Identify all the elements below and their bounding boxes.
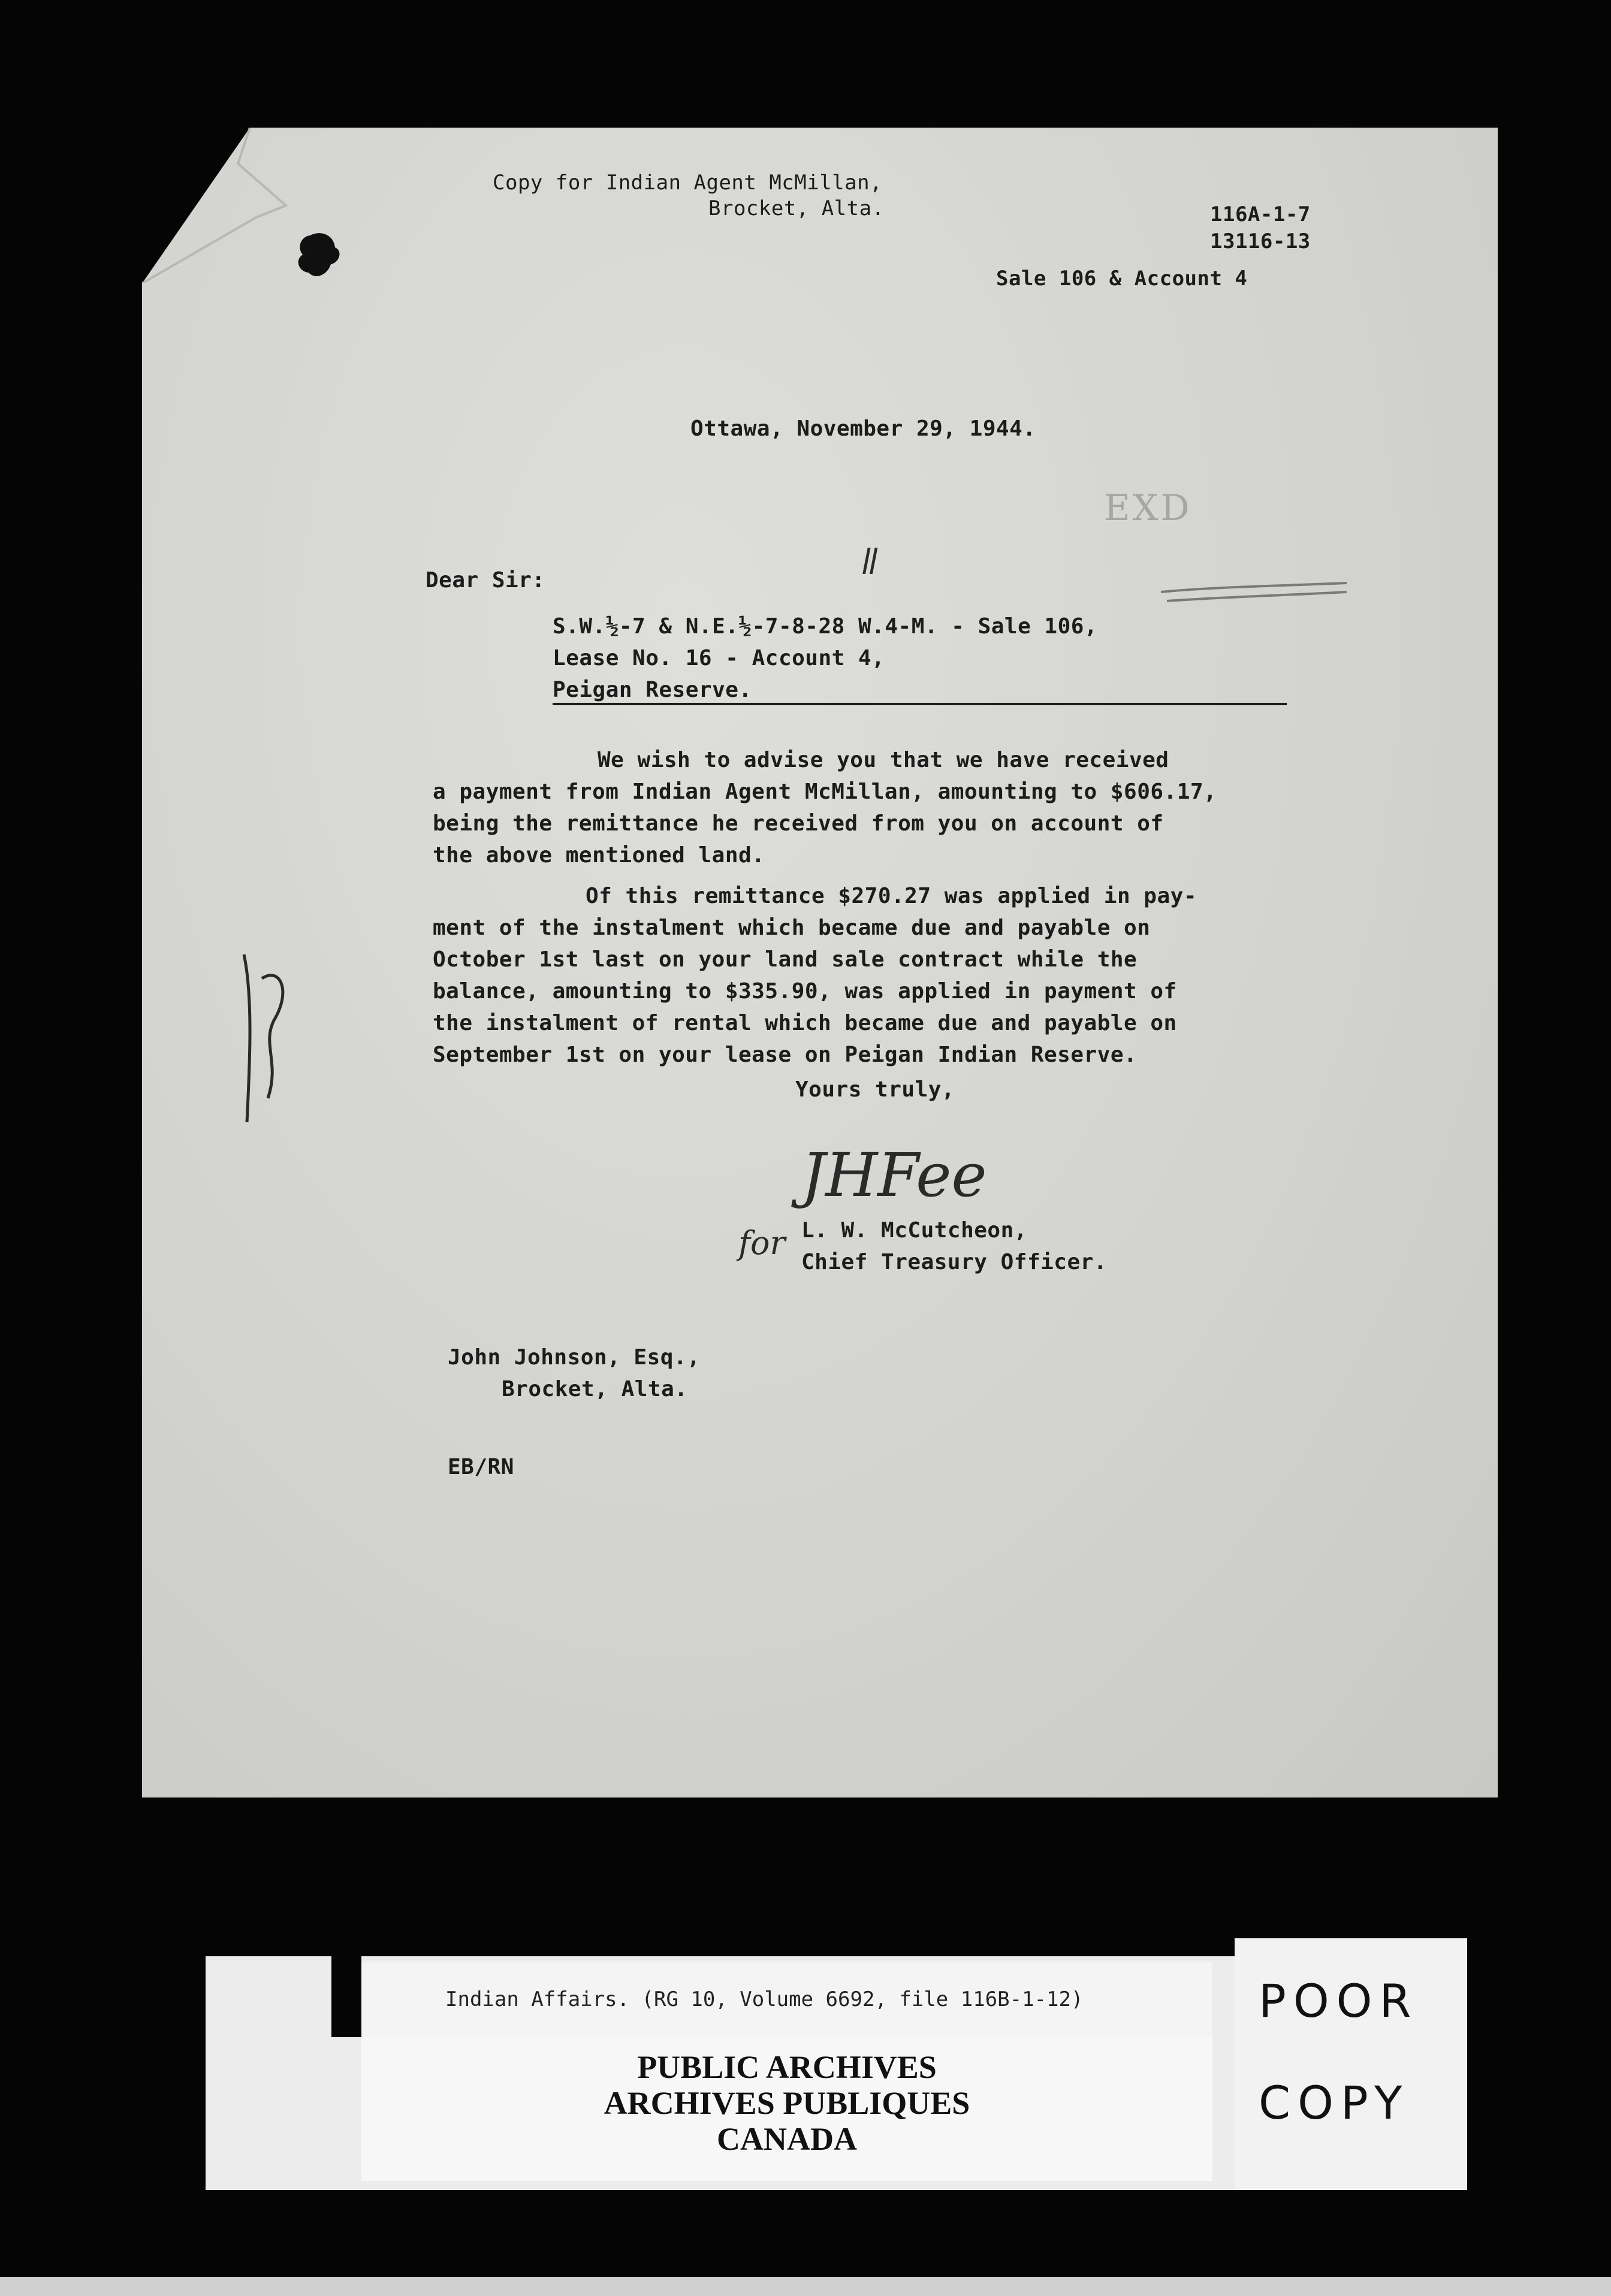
archive-reference-box — [361, 1962, 1212, 2037]
subject-line-3: Peigan Reserve. — [553, 678, 752, 702]
ink-blot-mark — [292, 229, 346, 283]
letter-page — [142, 128, 1498, 1797]
handwritten-strokes — [1155, 574, 1353, 610]
subject-line-2: Lease No. 16 - Account 4, — [553, 646, 885, 670]
archive-stamp-block — [361, 2037, 1212, 2181]
para2-line-4: balance, amounting to $335.90, was applied in payment of — [433, 979, 1177, 1004]
para2-line-5: the instalment of rental which became due and payable on — [433, 1011, 1177, 1035]
quality-note-line-2: COPY — [1259, 2076, 1410, 2129]
copy-line-2: Brocket, Alta. — [708, 197, 885, 220]
subject-underline — [553, 703, 1287, 705]
archive-line-1: PUBLIC ARCHIVES — [637, 2049, 937, 2085]
salutation: Dear Sir: — [426, 568, 545, 593]
quality-note-card — [1235, 1938, 1467, 2190]
para1-line-3: being the remittance he received from you on account of — [433, 811, 1164, 836]
copy-line-1: Copy for Indian Agent McMillan, — [493, 171, 883, 195]
file-reference-1: 116A-1-7 — [1210, 203, 1311, 226]
film-edge-strip — [0, 2277, 1611, 2296]
para2-line-6: September 1st on your lease on Peigan Indian Reserve. — [433, 1043, 1138, 1067]
para2-line-3: October 1st last on your land sale contract while the — [433, 947, 1138, 972]
fold-crease — [142, 128, 298, 283]
subject-line-1: S.W.½-7 & N.E.½-7-8-28 W.4-M. - Sale 106, — [553, 614, 1098, 639]
archive-line-3: CANADA — [717, 2121, 857, 2157]
signature: JHFee — [801, 1140, 987, 1210]
para1-line-4: the above mentioned land. — [433, 843, 765, 868]
signer-name: L. W. McCutcheon, — [801, 1218, 1027, 1243]
signer-mark: for — [738, 1224, 786, 1262]
para1-line-1: We wish to advise you that we have received — [598, 748, 1169, 772]
handwritten-tick: ǁ — [861, 541, 879, 583]
typist-initials: EB/RN — [448, 1455, 514, 1479]
para2-line-2: ment of the instalment which became due and payable on — [433, 916, 1151, 940]
para1-line-2: a payment from Indian Agent McMillan, amounting to $606.17, — [433, 780, 1217, 804]
date-line: Ottawa, November 29, 1944. — [690, 416, 1036, 441]
label-notch — [331, 1956, 361, 2037]
sale-reference: Sale 106 & Account 4 — [996, 267, 1248, 291]
quality-note-line-1: POOR — [1259, 1974, 1419, 2028]
archive-reference: Indian Affairs. (RG 10, Volume 6692, file 116B-1-12) — [445, 1987, 1084, 2011]
recipient-name: John Johnson, Esq., — [448, 1345, 701, 1370]
para2-line-1: Of this remittance $270.27 was applied in pay- — [586, 884, 1197, 908]
margin-handwriting-mark — [226, 942, 298, 1134]
archive-line-2: ARCHIVES PUBLIQUES — [604, 2085, 970, 2121]
recipient-place: Brocket, Alta. — [502, 1377, 688, 1401]
closing: Yours truly, — [795, 1077, 955, 1102]
file-reference-2: 13116-13 — [1210, 229, 1311, 253]
signer-title: Chief Treasury Officer. — [801, 1250, 1107, 1274]
faint-stamp: EXD — [1104, 487, 1192, 529]
